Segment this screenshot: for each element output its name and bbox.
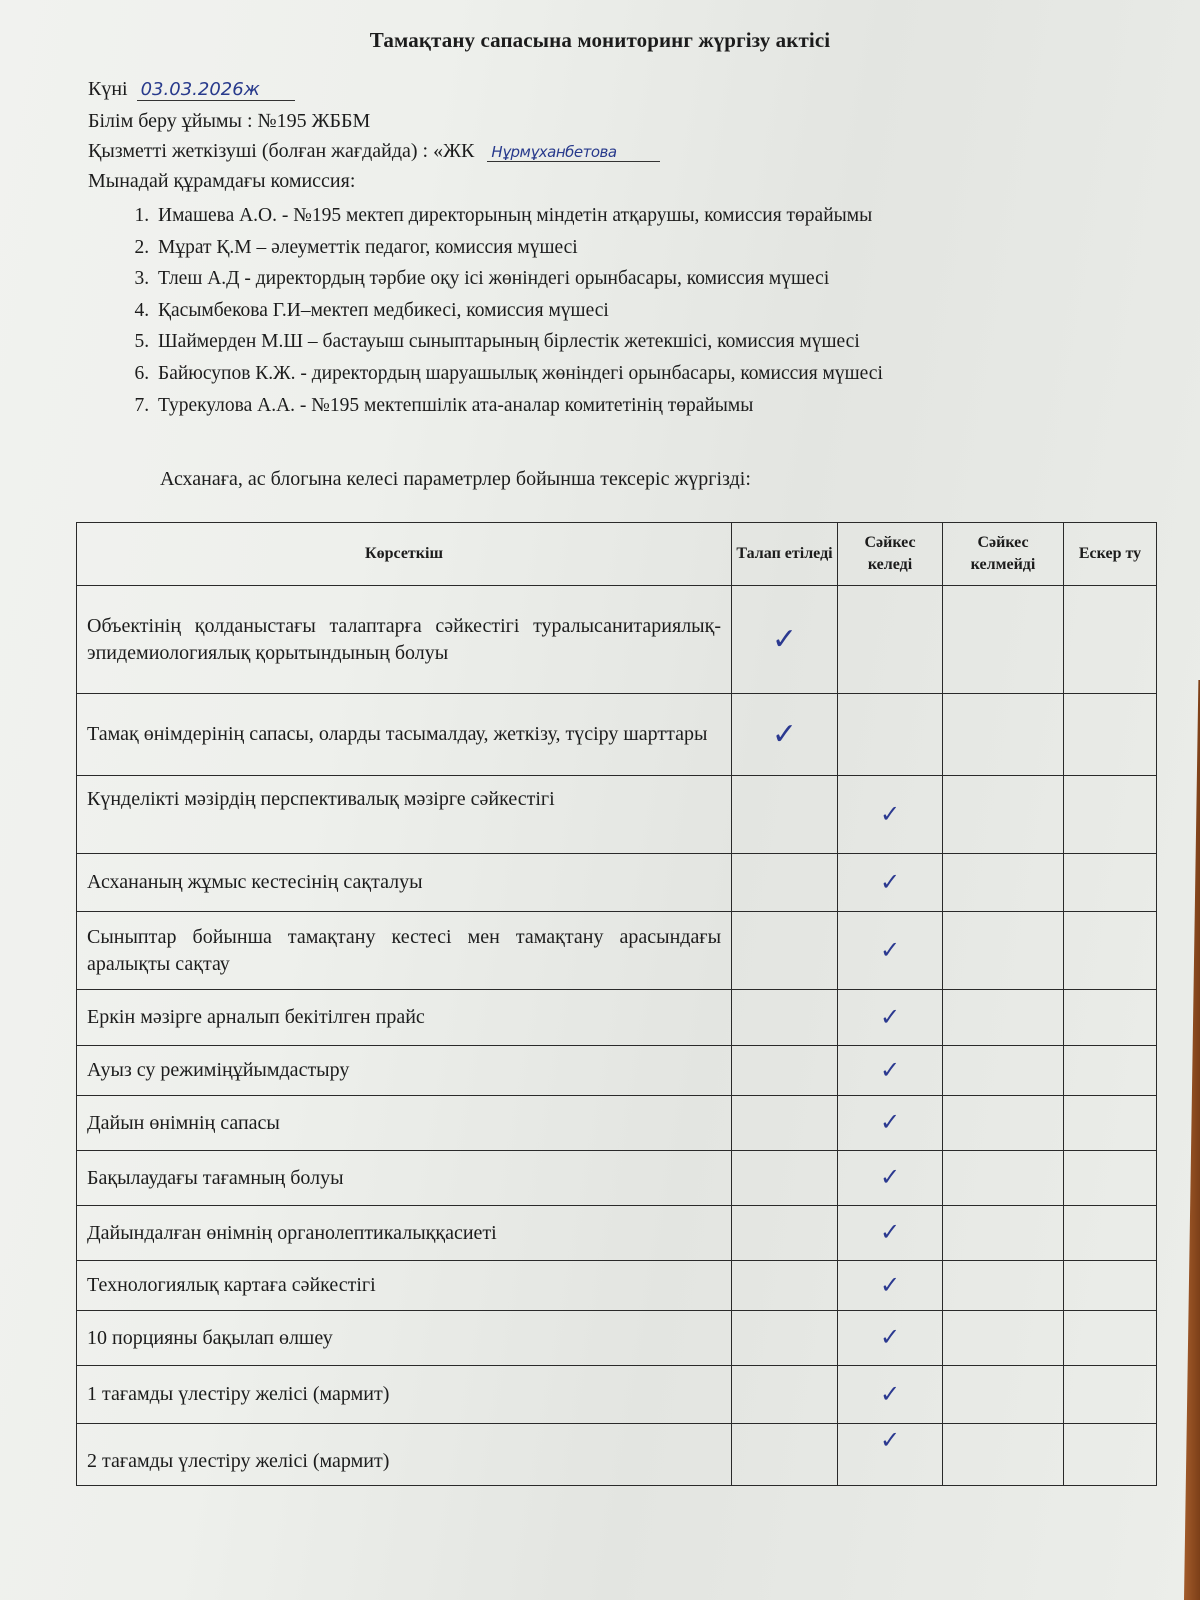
compliant-cell <box>838 1261 943 1311</box>
checkmark-icon: ✓ <box>879 1163 901 1191</box>
note-cell <box>1064 1261 1157 1311</box>
commission-member: 4. Қасымбекова Г.И–мектеп медбикесі, комиссия мүшесі <box>154 295 883 327</box>
checkmark-icon: ✓ <box>771 621 798 657</box>
table-row <box>77 694 1157 776</box>
table-row <box>77 1366 1157 1424</box>
required-cell <box>732 694 838 776</box>
noncompliant-cell <box>943 1046 1064 1096</box>
noncompliant-cell <box>943 586 1064 694</box>
compliant-cell <box>838 776 943 854</box>
supplier-handwritten-signature: Нұрмұханбетова <box>487 143 660 162</box>
checkmark-icon: ✓ <box>879 935 901 964</box>
indicator-cell: Асхананың жұмыс кестесінің сақталуы <box>77 854 732 912</box>
compliant-cell <box>838 990 943 1046</box>
required-cell <box>732 1096 838 1151</box>
required-cell <box>732 854 838 912</box>
required-cell <box>732 990 838 1046</box>
supplier-label: Қызметті жеткізуші (болған жағдайда) : «ЖК <box>88 140 475 162</box>
noncompliant-cell <box>943 1151 1064 1206</box>
required-cell <box>732 912 838 990</box>
commission-heading: Мынадай құрамдағы комиссия: <box>88 170 356 192</box>
compliant-cell <box>838 854 943 912</box>
required-cell <box>732 1151 838 1206</box>
header-indicator: Көрсеткіш <box>77 523 732 586</box>
indicator-cell: Ауыз су режиміңұйымдастыру <box>77 1046 732 1096</box>
compliant-cell <box>838 912 943 990</box>
document-title: Тамақтану сапасына мониторинг жүргізу актісі <box>369 28 831 52</box>
compliant-cell <box>838 1366 943 1424</box>
note-cell <box>1064 694 1157 776</box>
compliant-cell <box>838 1096 943 1151</box>
table-row <box>77 1424 1157 1486</box>
checkmark-icon: ✓ <box>879 1055 901 1084</box>
compliant-cell <box>838 1424 943 1486</box>
indicator-cell: Технологиялық картаға сәйкестігі <box>77 1261 732 1311</box>
noncompliant-cell <box>943 912 1064 990</box>
date-handwritten-value: 03.03.2026ж <box>137 79 295 101</box>
indicator-cell: Объектінің қолданыстағы талаптарға сәйкестігі туралысанитариялық-эпидемиологиялық қорытындының болуы <box>77 586 732 694</box>
compliant-cell <box>838 586 943 694</box>
table-row <box>77 776 1157 854</box>
indicator-cell: 1 тағамды үлестіру желісі (мармит) <box>77 1366 732 1424</box>
table-row <box>77 1151 1157 1206</box>
noncompliant-cell <box>943 1096 1064 1151</box>
table-row <box>77 990 1157 1046</box>
noncompliant-cell <box>943 1366 1064 1424</box>
required-cell <box>732 776 838 854</box>
indicator-cell: Дайын өнімнің сапасы <box>77 1096 732 1151</box>
table-row <box>77 912 1157 990</box>
note-cell <box>1064 1206 1157 1261</box>
table-row <box>77 1261 1157 1311</box>
required-cell <box>732 1366 838 1424</box>
header-note: Ескер ту <box>1064 523 1157 586</box>
note-cell <box>1064 990 1157 1046</box>
header-required: Талап етіледі <box>732 523 838 586</box>
note-cell <box>1064 1424 1157 1486</box>
note-cell <box>1064 1366 1157 1424</box>
noncompliant-cell <box>943 1311 1064 1366</box>
commission-member-list <box>112 200 883 421</box>
noncompliant-cell <box>943 854 1064 912</box>
indicator-cell: Еркін мәзірге арналып бекітілген прайс <box>77 990 732 1046</box>
noncompliant-cell <box>943 1261 1064 1311</box>
checkmark-icon: ✓ <box>879 1379 901 1408</box>
supplier-line <box>88 140 660 163</box>
checkmark-icon: ✓ <box>879 1426 901 1454</box>
table-row <box>77 1096 1157 1151</box>
organization-line: Білім беру ұйымы : №195 ЖББМ <box>88 110 371 132</box>
inspection-intro-text: Асханаға, ас блогына келесі параметрлер бойынша тексеріс жүргізді: <box>160 468 751 490</box>
table-row <box>77 1206 1157 1261</box>
checkmark-icon: ✓ <box>879 867 901 896</box>
note-cell <box>1064 776 1157 854</box>
note-cell <box>1064 1046 1157 1096</box>
required-cell <box>732 1046 838 1096</box>
noncompliant-cell <box>943 1424 1064 1486</box>
note-cell <box>1064 1151 1157 1206</box>
indicator-cell: Тамақ өнімдерінің сапасы, оларды тасымалдау, жеткізу, түсіру шарттары <box>77 694 732 776</box>
checkmark-icon: ✓ <box>879 1108 901 1136</box>
date-label: Күні <box>88 78 128 100</box>
header-noncompliant: Сәйкес келмейді <box>943 523 1064 586</box>
compliant-cell <box>838 1311 943 1366</box>
noncompliant-cell <box>943 990 1064 1046</box>
table-row <box>77 1311 1157 1366</box>
indicator-cell: 2 тағамды үлестіру желісі (мармит) <box>77 1424 732 1486</box>
compliant-cell <box>838 1046 943 1096</box>
inspection-checklist-table <box>76 522 1157 1486</box>
commission-member: 6. Байюсупов К.Ж. - директордың шаруашылық жөніндегі орынбасары, комиссия мүшесі <box>154 358 883 390</box>
note-cell <box>1064 1096 1157 1151</box>
table-row <box>77 1046 1157 1096</box>
noncompliant-cell <box>943 776 1064 854</box>
checkmark-icon: ✓ <box>879 1270 901 1299</box>
date-line <box>88 78 295 101</box>
noncompliant-cell <box>943 694 1064 776</box>
commission-member: 3. Тлеш А.Д - директордың тәрбие оқу ісі жөніндегі орынбасары, комиссия мүшесі <box>154 263 883 295</box>
indicator-cell: Сыныптар бойынша тамақтану кестесі мен тамақтану арасындағы аралықты сақтау <box>77 912 732 990</box>
compliant-cell <box>838 694 943 776</box>
indicator-cell: Бақылаудағы тағамның болуы <box>77 1151 732 1206</box>
note-cell <box>1064 854 1157 912</box>
required-cell <box>732 1261 838 1311</box>
required-cell <box>732 1311 838 1366</box>
checkmark-icon: ✓ <box>879 1323 901 1351</box>
checkmark-icon: ✓ <box>771 716 798 752</box>
compliant-cell <box>838 1151 943 1206</box>
noncompliant-cell <box>943 1206 1064 1261</box>
commission-member: 5. Шаймерден М.Ш – бастауыш сыныптарының бірлестік жетекшісі, комиссия мүшесі <box>154 326 883 358</box>
checkmark-icon: ✓ <box>879 799 901 828</box>
compliant-cell <box>838 1206 943 1261</box>
header-compliant: Сәйкес келеді <box>838 523 943 586</box>
table-header-row <box>77 523 1157 586</box>
note-cell <box>1064 586 1157 694</box>
commission-member: 7. Турекулова А.А. - №195 мектепшілік ата-аналар комитетінің төрайымы <box>154 390 883 422</box>
note-cell <box>1064 1311 1157 1366</box>
checkmark-icon: ✓ <box>879 1002 901 1031</box>
indicator-cell: Күнделікті мәзірдің перспективалық мәзірге сәйкестігі <box>77 776 732 854</box>
required-cell <box>732 586 838 694</box>
table-row <box>77 586 1157 694</box>
commission-member: 1. Имашева А.О. - №195 мектеп директорының міндетін атқарушы, комиссия төрайымы <box>154 200 883 232</box>
table-row <box>77 854 1157 912</box>
commission-member: 2. Мұрат Қ.М – әлеуметтік педагог, комиссия мүшесі <box>154 232 883 264</box>
indicator-cell: Дайындалған өнімнің органолептикалыққасиеті <box>77 1206 732 1261</box>
note-cell <box>1064 912 1157 990</box>
required-cell <box>732 1206 838 1261</box>
checkmark-icon: ✓ <box>879 1218 901 1246</box>
required-cell <box>732 1424 838 1486</box>
indicator-cell: 10 порцияны бақылап өлшеу <box>77 1311 732 1366</box>
